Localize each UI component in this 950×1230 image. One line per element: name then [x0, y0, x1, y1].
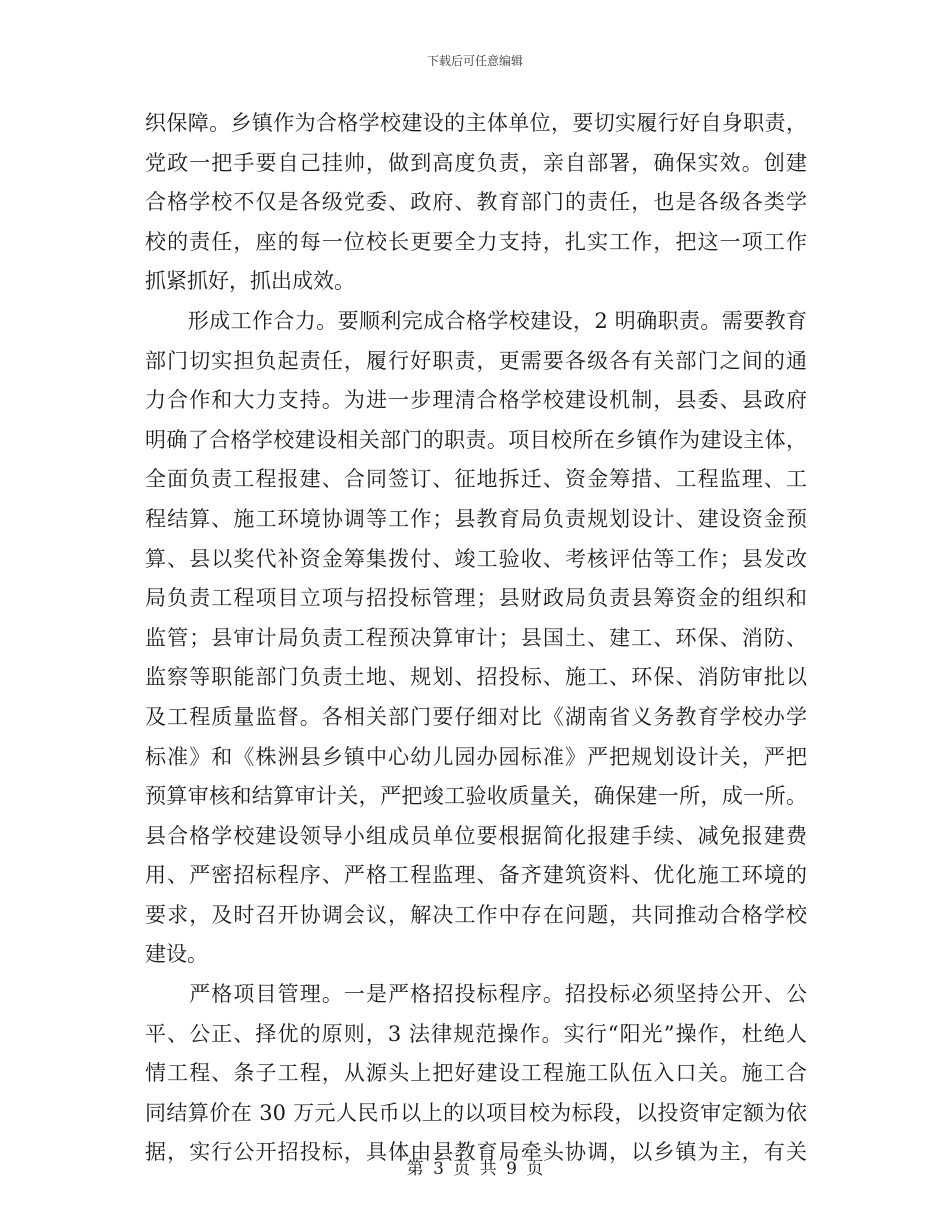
- text-line: 县合格学校建设领导小组成员单位要根据简化报建手续、减免报建费: [145, 823, 807, 848]
- text-line: 同结算价在 30 万元人民币以上的以项目校为标段，以投资审定额为依: [145, 1100, 807, 1125]
- text-line: 建设。: [145, 942, 208, 967]
- text-line: 形成工作合力。要顺利完成合格学校建设，2 明确职责。需要教育: [145, 308, 807, 333]
- text-line: 党政一把手要自己挂帅，做到高度负责，亲自部署，确保实效。创建: [145, 150, 807, 175]
- text-line: 织保障。乡镇作为合格学校建设的主体单位，要切实履行好自身职责，: [145, 111, 807, 135]
- text-line: 标准》和《株洲县乡镇中心幼儿园办园标准》严把规划设计关，严把: [145, 744, 807, 769]
- text-line: 平、公正、择优的原则，3 法律规范操作。实行“阳光”操作，杜绝人: [145, 1021, 807, 1046]
- document-body: [145, 104, 807, 1173]
- text-line: 监察等职能部门负责土地、规划、招投标、施工、环保、消防审批以: [145, 665, 807, 690]
- text-line: 要求，及时召开协调会议，解决工作中存在问题，共同推动合格学校: [145, 902, 807, 927]
- text-line: 严格项目管理。一是严格招投标程序。招投标必须坚持公开、公: [145, 982, 807, 1007]
- text-line: 明确了合格学校建设相关部门的职责。项目校所在乡镇作为建设主体，: [145, 427, 807, 452]
- text-line: 情工程、条子工程，从源头上把好建设工程施工队伍入口关。施工合: [145, 1061, 807, 1086]
- text-line: 预算审核和结算审计关，严把竣工验收质量关，确保建一所，成一所。: [145, 784, 807, 809]
- text-line: 局负责工程项目立项与招投标管理；县财政局负责县筹资金的组织和: [145, 586, 807, 611]
- text-line: 力合作和大力支持。为进一步理清合格学校建设机制，县委、县政府: [145, 388, 807, 413]
- text-line: 用、严密招标程序、严格工程监理、备齐建筑资料、优化施工环境的: [145, 863, 807, 888]
- text-line: 算、县以奖代补资金筹集拨付、竣工验收、考核评估等工作；县发改: [145, 546, 807, 571]
- text-line: 全面负责工程报建、合同签订、征地拆迁、资金筹措、工程监理、工: [145, 467, 807, 492]
- text-line: 抓紧抓好，抓出成效。: [145, 269, 355, 294]
- text-line: 合格学校不仅是各级党委、政府、教育部门的责任，也是各级各类学: [145, 190, 807, 215]
- text-line: 校的责任，座的每一位校长更要全力支持，扎实工作，把这一项工作: [145, 229, 807, 254]
- text-line: 监管；县审计局负责工程预决算审计；县国土、建工、环保、消防、: [145, 625, 807, 650]
- page-number: 第 3 页 共 9 页: [406, 1159, 544, 1179]
- page-header: 下载后可任意编辑: [426, 54, 523, 68]
- text-line: 及工程质量监督。各相关部门要仔细对比《湖南省义务教育学校办学: [145, 704, 807, 729]
- text-line: 部门切实担负起责任，履行好职责，更需要各级各有关部门之间的通: [145, 348, 807, 373]
- text-line: 程结算、施工环境协调等工作；县教育局负责规划设计、建设资金预: [145, 506, 807, 531]
- text-line: 据，实行公开招投标，具体由县教育局牵头协调，以乡镇为主，有关: [145, 1140, 807, 1165]
